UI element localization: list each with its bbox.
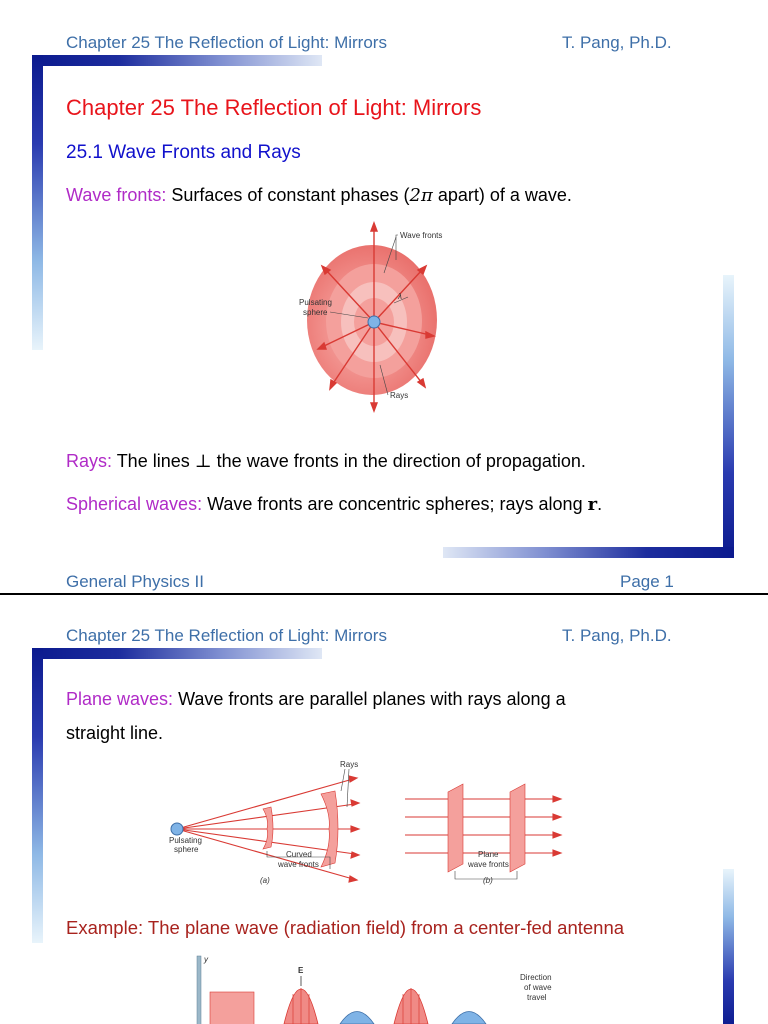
- rays-text-before: The lines: [112, 451, 195, 471]
- plane-waves-figure: [165, 759, 565, 894]
- curved-label: Curved: [286, 850, 312, 859]
- pulsating-sphere-dot: [368, 316, 380, 328]
- footer-right: Page 1: [620, 572, 674, 591]
- wave-fronts-definition: [66, 185, 572, 206]
- field-box: [210, 992, 254, 1024]
- page-divider: [0, 593, 768, 595]
- spherical-waves-definition: [66, 494, 602, 515]
- plane-label: Plane: [478, 850, 499, 859]
- caption-b: (b): [483, 876, 493, 885]
- sphere-label: sphere: [174, 845, 199, 854]
- rays-definition: [66, 451, 586, 472]
- header-left: Chapter 25 The Reflection of Light: Mirrors: [66, 33, 387, 52]
- b-field-lobe-2: [452, 1012, 486, 1024]
- r-vector: r: [587, 494, 598, 515]
- figure-b-plane-fronts: [405, 784, 561, 885]
- spherical-period: .: [597, 494, 603, 514]
- header-right: T. Pang, Ph.D.: [562, 626, 672, 645]
- antenna-figure: [190, 954, 570, 1024]
- direction-label-1: Direction: [520, 973, 552, 982]
- chapter-title: Chapter 25 The Reflection of Light: Mirrors: [66, 95, 482, 120]
- plane-waves-definition: [66, 689, 566, 710]
- lambda-label: λ: [398, 292, 402, 301]
- rays-term: Rays:: [66, 451, 113, 471]
- pulsating-sphere-dot: [171, 823, 183, 835]
- b-field-lobe-1: [340, 1012, 374, 1024]
- pulsating-label: Pulsating: [299, 298, 332, 307]
- header-left: Chapter 25 The Reflection of Light: Mirrors: [66, 626, 387, 645]
- e-field-label: E: [298, 966, 304, 975]
- two-pi-symbol: 2π: [409, 185, 433, 206]
- wave-fronts-a-label: wave fronts: [278, 860, 319, 869]
- decorative-right-bar: [723, 869, 734, 1024]
- example-heading: Example: The plane wave (radiation field) from a center-fed antenna: [66, 917, 625, 938]
- decorative-left-bar: [32, 55, 43, 350]
- decorative-top-bar: [32, 648, 322, 659]
- plane-text-line2: straight line.: [66, 723, 164, 743]
- section-heading: 25.1 Wave Fronts and Rays: [66, 142, 301, 163]
- figure-a-curved-fronts: [169, 760, 359, 885]
- rays-label: Rays: [390, 391, 409, 400]
- footer-left: General Physics II: [66, 572, 204, 591]
- spherical-term: Spherical waves:: [66, 494, 203, 514]
- pulsating-sphere-figure: [290, 215, 460, 415]
- wave-fronts-term: Wave fronts:: [66, 185, 167, 205]
- decorative-bottom-bar: [443, 547, 734, 558]
- wave-fronts-text-before: Surfaces of constant phases (: [166, 185, 410, 205]
- sphere-label: sphere: [303, 308, 328, 317]
- slide-2: [0, 596, 768, 1024]
- direction-label-3: travel: [527, 993, 547, 1002]
- antenna-rod: [197, 956, 201, 1024]
- header-right: T. Pang, Ph.D.: [562, 33, 672, 52]
- wave-fronts-b-label: wave fronts: [468, 860, 509, 869]
- curved-front-1: [263, 807, 273, 849]
- caption-a: (a): [260, 876, 270, 885]
- plane-front-2: [510, 784, 525, 872]
- spherical-text: Wave fronts are concentric spheres; rays along: [202, 494, 588, 514]
- plane-text-line1: Wave fronts are parallel planes with rays along a: [173, 689, 566, 709]
- plane-front-1: [448, 784, 463, 872]
- perpendicular-symbol: ⊥: [194, 451, 212, 472]
- wave-fronts-text-after: apart) of a wave.: [432, 185, 572, 205]
- rays-label: Rays: [340, 760, 359, 769]
- y-axis-label: y: [204, 955, 208, 964]
- decorative-top-bar: [32, 55, 322, 66]
- pulsating-label: Pulsating: [169, 836, 202, 845]
- direction-label-2: of wave: [524, 983, 552, 992]
- wave-fronts-label: Wave fronts: [400, 231, 443, 240]
- decorative-left-bar: [32, 648, 43, 943]
- rays-text-after: the wave fronts in the direction of propagation.: [211, 451, 586, 471]
- decorative-right-bar: [723, 275, 734, 558]
- plane-waves-term: Plane waves:: [66, 689, 174, 709]
